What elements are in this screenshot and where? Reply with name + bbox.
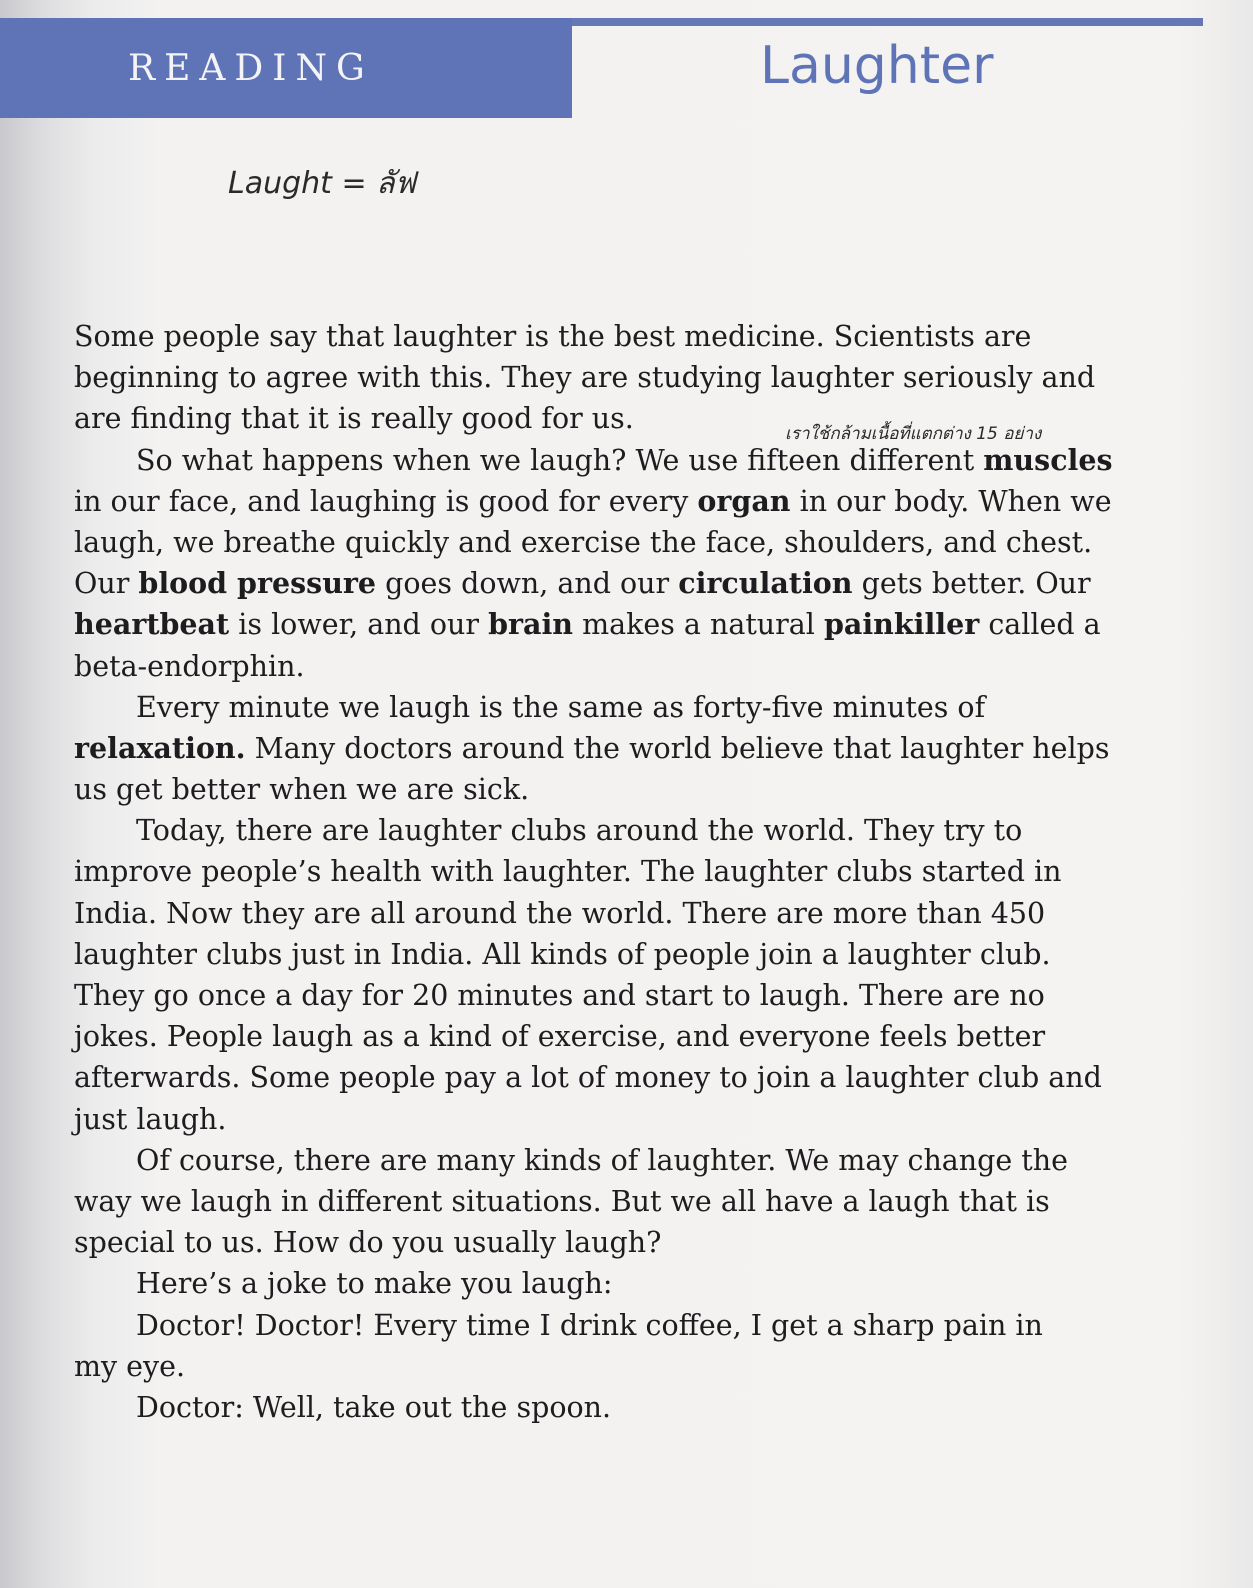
vocabulary-word: blood pressure [138, 566, 377, 601]
text-line [74, 563, 1184, 604]
text-line [74, 440, 1184, 481]
text-span: Doctor: Well, take out the spoon. [136, 1390, 612, 1424]
page-title: Laughter [760, 36, 994, 96]
text-line [74, 934, 1184, 975]
text-span: Every minute we laugh is the same as forty-five minutes of [136, 690, 986, 724]
text-span: my eye. [74, 1349, 186, 1383]
text-span: laugh, we breathe quickly and exercise the face, shoulders, and chest. [74, 525, 1093, 559]
reading-text [74, 316, 1184, 1428]
text-line [74, 728, 1184, 769]
text-line [74, 1099, 1184, 1140]
text-line [74, 522, 1184, 563]
text-span: us get better when we are sick. [74, 773, 530, 807]
text-line [74, 1222, 1184, 1263]
text-line [74, 398, 1184, 439]
text-span: makes a natural [573, 608, 824, 642]
text-span: Our [74, 567, 139, 601]
text-span: Some people say that laughter is the best medicine. Scientists are [74, 320, 1032, 353]
text-span: So what happens when we laugh? We use fifteen different [136, 443, 984, 477]
text-line [74, 769, 1184, 810]
text-span: Many doctors around the world believe that laughter helps [245, 731, 1110, 765]
vocabulary-word: heartbeat [74, 607, 230, 642]
vocabulary-word: painkiller [823, 607, 980, 642]
text-line [74, 316, 1184, 357]
text-span: Today, there are laughter clubs around the world. They try to [136, 814, 1023, 848]
handwritten-margin-note: เราใช้กล้ามเนื้อที่แตกต่าง 15 อย่าง [785, 424, 1042, 444]
text-span: way we laugh in different situations. But we all have a laugh that is [74, 1184, 1050, 1218]
text-span: afterwards. Some people pay a lot of money to join a laughter club and [74, 1061, 1102, 1095]
text-span: in our body. When we [790, 484, 1112, 518]
text-span: improve people’s health with laughter. The laughter clubs started in [74, 855, 1062, 889]
text-line [74, 1016, 1184, 1057]
text-line [74, 646, 1184, 687]
text-span: beta-endorphin. [74, 649, 305, 683]
text-span: is lower, and our [229, 608, 489, 642]
vocabulary-word: relaxation. [74, 730, 246, 765]
text-span: gets better. Our [852, 567, 1091, 601]
text-span: Of course, there are many kinds of laughter. We may change the [136, 1143, 1068, 1177]
text-span: just laugh. [74, 1102, 227, 1136]
text-line [74, 687, 1184, 728]
text-line [74, 1181, 1184, 1222]
text-line [74, 1057, 1184, 1098]
section-label: READING [128, 48, 374, 89]
text-line [74, 810, 1184, 851]
text-line [74, 1305, 1184, 1346]
text-line [74, 1387, 1184, 1428]
text-span: goes down, and our [376, 567, 679, 601]
text-span: are finding that it is really good for us. [74, 402, 634, 436]
text-line [74, 975, 1184, 1016]
text-span: jokes. People laugh as a kind of exercise, and everyone feels better [74, 1020, 1046, 1054]
text-line [74, 851, 1184, 892]
text-span: They go once a day for 20 minutes and start to laugh. There are no [74, 979, 1045, 1012]
vocabulary-word: circulation [678, 566, 853, 601]
text-line [74, 604, 1184, 645]
text-line [74, 481, 1184, 522]
text-span: beginning to agree with this. They are studying laughter seriously and [74, 361, 1096, 395]
text-span: special to us. How do you usually laugh? [74, 1226, 662, 1260]
text-line [74, 1140, 1184, 1181]
text-span: Doctor! Doctor! Every time I drink coffee, I get a sharp pain in [136, 1308, 1043, 1342]
text-span: in our face, and laughing is good for every [74, 484, 698, 518]
vocabulary-word: muscles [983, 442, 1113, 477]
text-line [74, 357, 1184, 398]
text-span: called a [979, 608, 1101, 642]
text-line [74, 1263, 1184, 1304]
handwritten-note: Laught = ลัฟ [228, 166, 416, 201]
text-line [74, 893, 1184, 934]
vocabulary-word: brain [488, 607, 574, 642]
text-span: India. Now they are all around the world. There are more than 450 [74, 896, 1046, 930]
text-span: Here’s a joke to make you laugh: [136, 1267, 613, 1301]
text-line [74, 1346, 1184, 1387]
vocabulary-word: organ [697, 483, 791, 518]
text-span: laughter clubs just in India. All kinds of people join a laughter club. [74, 937, 1051, 971]
